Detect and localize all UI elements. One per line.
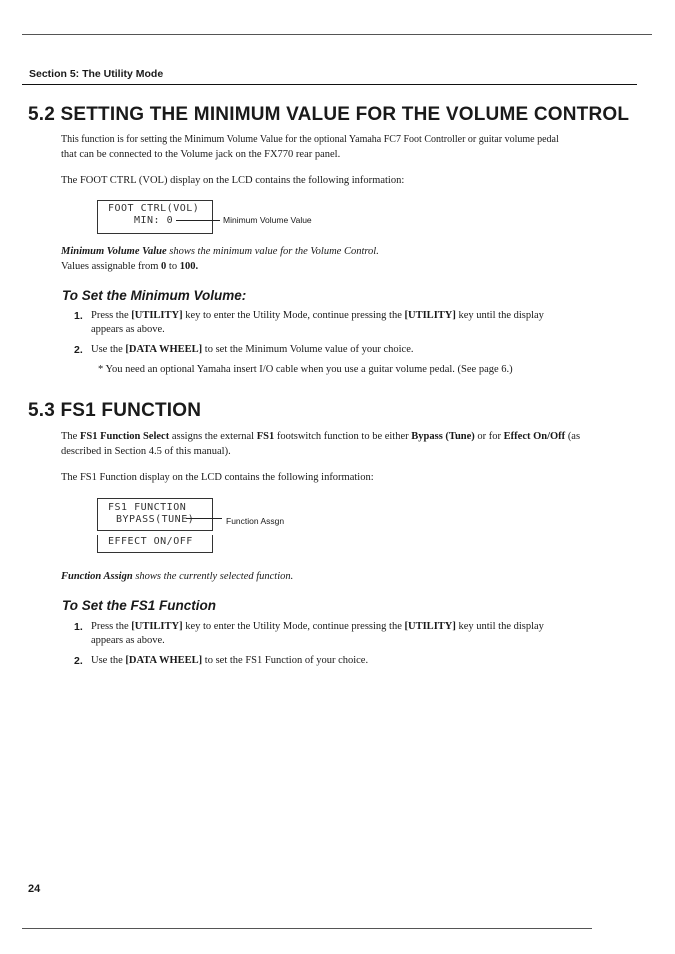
intro-text: assigns the external <box>169 431 257 442</box>
s52-lcd-intro: The FOOT CTRL (VOL) display on the LCD contains the following information: <box>61 175 405 186</box>
bottom-rule <box>22 928 592 929</box>
lcd-display-volume <box>97 200 213 234</box>
desc-term: Minimum Volume Value <box>61 246 167 257</box>
intro-fs1: FS1 <box>256 431 275 442</box>
step-number: 1. <box>74 621 83 633</box>
step-text: Press the <box>91 310 132 321</box>
header-rule <box>22 84 637 85</box>
lcd-line-2: MIN: 0 <box>134 215 174 226</box>
lcd-line-2: BYPASS(TUNE) <box>116 514 195 525</box>
desc-rest: shows the minimum value for the Volume Control. <box>166 246 379 257</box>
s52-description <box>61 244 621 274</box>
values-pre: Values assignable from <box>61 261 162 272</box>
callout-leader <box>186 518 222 519</box>
utility-key-label: [UTILITY] <box>404 621 456 632</box>
lcd-display-fs1 <box>97 498 213 531</box>
intro-text: footswitch function to be either <box>274 431 412 442</box>
values-min: 0 <box>161 261 167 272</box>
data-wheel-label: [DATA WHEEL] <box>125 655 203 666</box>
s52-intro-line1: This function is for setting the Minimum Volume Value for the optional Yamaha FC7 Foot Controller or guitar volume pedal <box>61 134 559 145</box>
values-max: 100. <box>179 261 199 272</box>
step-text: key to enter the Utility Mode, continue pressing the <box>182 310 405 321</box>
step-text: appears as above. <box>91 635 165 646</box>
lcd-line-1: FS1 FUNCTION <box>108 502 187 513</box>
intro-bypass: Bypass (Tune) <box>411 431 475 442</box>
s52-step-2 <box>74 343 616 357</box>
s53-description <box>61 569 621 584</box>
s52-intro-line2: that can be connected to the Volume jack on the FX770 rear panel. <box>61 149 341 160</box>
section-5-2-heading: 5.2 SETTING THE MINIMUM VALUE FOR THE VOLUME CONTROL <box>28 104 630 125</box>
step-text: to set the FS1 Function of your choice. <box>202 655 369 666</box>
desc-term: Function Assign <box>61 571 133 582</box>
top-rule <box>22 34 652 35</box>
s52-step-1 <box>74 309 616 337</box>
step-text: Use the <box>91 655 126 666</box>
page-number: 24 <box>28 883 41 895</box>
step-text: key to enter the Utility Mode, continue pressing the <box>182 621 405 632</box>
step-text: appears as above. <box>91 324 165 335</box>
s52-intro <box>61 132 621 162</box>
step-number: 1. <box>74 310 83 322</box>
step-text: key until the display <box>455 621 544 632</box>
lcd-alt-option: EFFECT ON/OFF <box>97 535 213 553</box>
running-header: Section 5: The Utility Mode <box>29 68 164 80</box>
s53-step-2 <box>74 654 616 668</box>
intro-effect: Effect On/Off <box>503 431 566 442</box>
step-text: Press the <box>91 621 132 632</box>
step-text: Use the <box>91 344 126 355</box>
step-text: to set the Minimum Volume value of your choice. <box>202 344 414 355</box>
lcd-callout-fs1: Function Assgn <box>226 516 285 526</box>
s53-step-1 <box>74 620 616 648</box>
intro-text: The <box>61 431 80 442</box>
step-number: 2. <box>74 344 83 356</box>
data-wheel-label: [DATA WHEEL] <box>125 344 203 355</box>
utility-key-label: [UTILITY] <box>404 310 456 321</box>
section-5-3-heading: 5.3 FS1 FUNCTION <box>28 400 202 421</box>
intro-text: described in Section 4.5 of this manual). <box>61 446 231 457</box>
s53-intro <box>61 429 621 459</box>
lcd-line-1: FOOT CTRL(VOL) <box>108 203 200 214</box>
callout-leader <box>176 220 220 221</box>
lcd-callout-volume: Minimum Volume Value <box>223 215 312 225</box>
values-mid: to <box>166 261 180 272</box>
desc-rest: shows the currently selected function. <box>132 571 294 582</box>
s53-lcd-intro: The FS1 Function display on the LCD contains the following information: <box>61 472 374 483</box>
step-number: 2. <box>74 655 83 667</box>
s52-note: * You need an optional Yamaha insert I/O cable when you use a guitar volume pedal. (See page 6.) <box>98 364 513 375</box>
step-text: key until the display <box>455 310 544 321</box>
s52-subheading: To Set the Minimum Volume: <box>62 288 247 303</box>
intro-text: or for <box>474 431 504 442</box>
intro-text: (as <box>565 431 581 442</box>
utility-key-label: [UTILITY] <box>131 310 183 321</box>
utility-key-label: [UTILITY] <box>131 621 183 632</box>
s53-subheading: To Set the FS1 Function <box>62 598 216 613</box>
intro-term: FS1 Function Select <box>79 431 170 442</box>
